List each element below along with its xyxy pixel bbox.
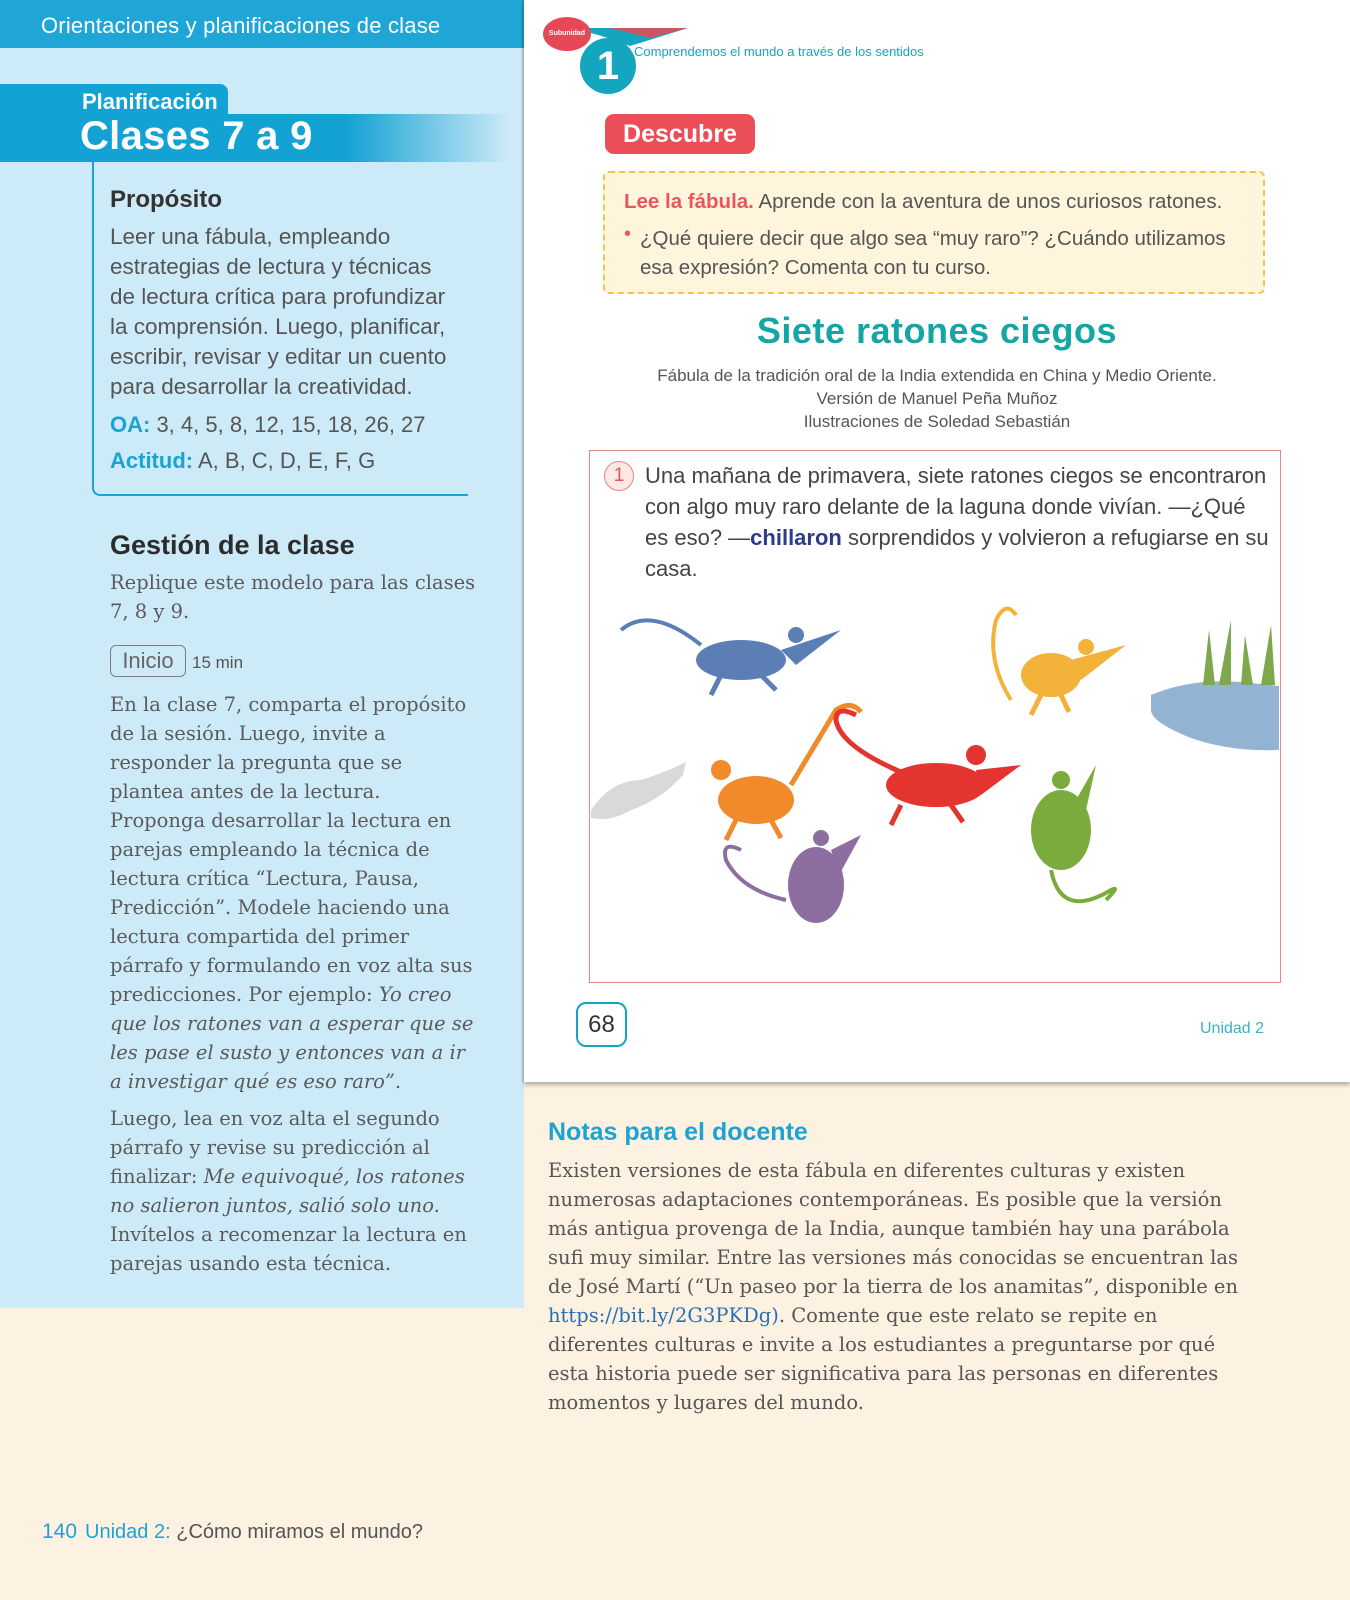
subunit-badge: Subunidad (543, 17, 591, 51)
blue-mouse (621, 620, 841, 695)
purple-mouse (725, 830, 861, 923)
gray-mouse (591, 762, 686, 819)
actitud-label: Actitud: (110, 448, 194, 473)
subunit-title: Comprendemos el mundo a través de los sentidos (634, 44, 924, 59)
page-footer (42, 1520, 423, 1544)
mice-illustration (591, 600, 1279, 980)
yellow-mouse (993, 609, 1126, 715)
notes-link[interactable]: https://bit.ly/2G3PKDg) (548, 1304, 779, 1327)
oa-label: OA: (110, 412, 151, 437)
planning-title: Clases 7 a 9 (80, 114, 313, 158)
purpose-title: Propósito (110, 186, 222, 213)
actitud-line (110, 448, 375, 474)
planning-band (0, 114, 510, 162)
prereading-question: ¿Qué quiere decir que algo sea “muy raro”? ¿Cuándo utilizamos esa expresión? Comenta con tu curso. (640, 227, 1226, 279)
story-text-b: sorprendidos y volvieron a refugiarse en su casa. (645, 525, 1269, 581)
instruction-line (624, 190, 1222, 214)
book-unit-label: Unidad 2 (1200, 1020, 1265, 1037)
notes-text-b: . Comente que este relato se repite en diferentes culturas e invite a los estudiantes a preguntarse por qué esta historia puede ser significativa para las personas en diferentes momentos y lugares del mundo. (548, 1304, 1219, 1414)
lake-shape (1151, 681, 1279, 750)
notes-text (548, 1156, 1248, 1417)
instruction-text: Aprende con la aventura de unos curiosos ratones. (753, 190, 1223, 213)
reeds (1203, 620, 1275, 685)
gestion-p1-example: Yo creo que los ratones van a esperar que se les pase el susto y entonces van a ir a investigar qué es eso raro”. (110, 983, 474, 1093)
story-version: Versión de Manuel Peña Muñoz (816, 389, 1058, 408)
footer-page-number: 140 (42, 1520, 78, 1543)
red-mouse (836, 711, 1021, 825)
footer-unit: Unidad 2: (85, 1521, 171, 1543)
gestion-p1-text: En la clase 7, comparta el propósito de la sesión. Luego, invite a responder la pregunta que se plantea antes de la lectura. Proponga desarrollar la lectura en parejas empleando la técnica de lectura crítica “Lectura, Pausa, Predicción”. Modele haciendo una lectura compartida del primer párrafo y formulando en voz alta sus predicciones. Por ejemplo: (110, 693, 473, 1006)
green-mouse (1031, 765, 1115, 901)
header-bar (0, 0, 524, 48)
story-illustrations: Ilustraciones de Soledad Sebastián (803, 412, 1071, 431)
gestion-p2-end: Invítelos a recomenzar la lectura en parejas usando esta técnica. (110, 1223, 467, 1275)
story-text-a: Una mañana de primavera, siete ratones ciegos se encontraron con algo muy raro delante de la laguna donde vivían. —¿Qué es eso? — (645, 463, 1267, 550)
instruction-bold: Lee la fábula. (624, 190, 754, 213)
gestion-text: Replique este modelo para las clases 7, 8 y 9. (110, 571, 476, 623)
planning-tab-label: Planificación (82, 89, 218, 114)
book-page-number: 68 (576, 1002, 627, 1047)
oa-value: 3, 4, 5, 8, 12, 15, 18, 26, 27 (150, 412, 426, 437)
bullet-icon: • (624, 223, 632, 245)
purpose-text: Leer una fábula, empleando estrategias de lectura y técnicas de lectura crítica para profundizar la comprensión. Luego, planificar, escribir, revisar y editar un cuento para desarrollar la creatividad. (110, 224, 447, 399)
notes-title: Notas para el docente (548, 1118, 808, 1146)
inicio-badge: Inicio (110, 645, 186, 677)
story-title: Siete ratones ciegos (756, 310, 1118, 351)
gestion-p2-example: Me equivoqué, los ratones no salieron juntos, salió solo uno. (110, 1165, 465, 1217)
footer-unit-title: ¿Cómo miramos el mundo? (170, 1521, 423, 1543)
gestion-title: Gestión de la clase (110, 530, 355, 560)
inicio-time: 15 min (192, 653, 244, 672)
gestion-paragraph-2 (110, 1104, 480, 1278)
paragraph-number: 1 (604, 461, 634, 491)
header-title: Orientaciones y planificaciones de clase (41, 13, 441, 38)
notes-text-a: Existen versiones de esta fábula en diferentes culturas y existen numerosas adaptaciones contemporáneas. Es posible que la versión más antigua provenga de la India, aunque también hay una parábola sufi muy similar. Entre las versiones más conocidas se encuentran las de José Martí (“Un paseo por la tierra de los anamitas”, disponible en (548, 1159, 1239, 1298)
story-paragraph (645, 460, 1270, 584)
descubre-label: Descubre (605, 114, 755, 154)
actitud-value: A, B, C, D, E, F, G (193, 448, 376, 473)
oa-line (110, 412, 426, 438)
glossary-word: chillaron (750, 525, 842, 550)
gestion-p2-text: Luego, lea en voz alta el segundo párrafo y revise su predicción al finalizar: (110, 1107, 440, 1188)
subunit-number: 1 (580, 38, 636, 94)
gestion-paragraph-1 (110, 690, 480, 1096)
story-source: Fábula de la tradición oral de la India extendida en China y Medio Oriente. (657, 366, 1217, 385)
